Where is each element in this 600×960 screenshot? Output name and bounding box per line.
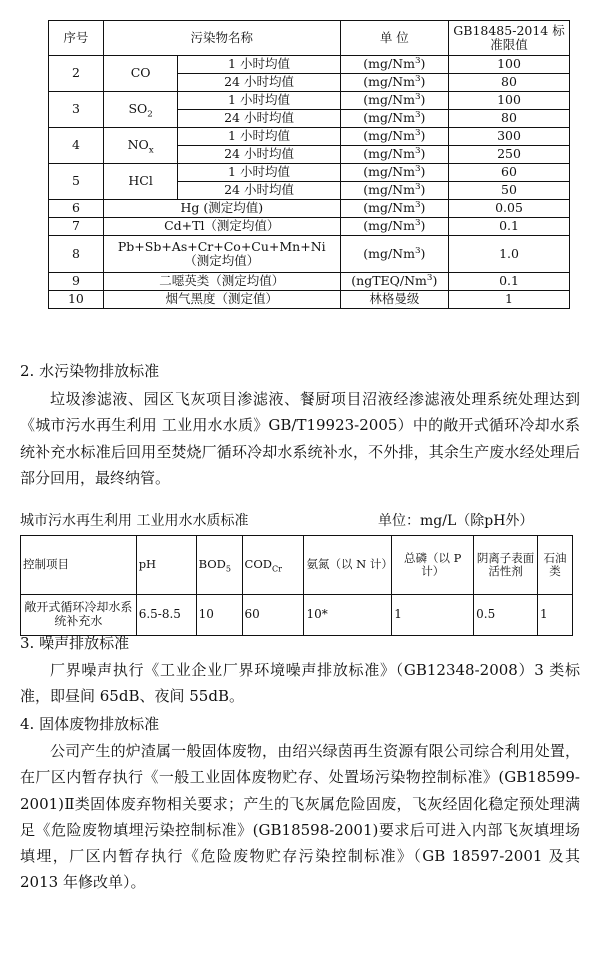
limit-value: 100 [449,92,570,110]
limit-value: 80 [449,74,570,92]
limit-value: 50 [449,182,570,200]
averaging-period: 1 小时均值 [178,164,340,182]
pollutant-name: $NO_x$ [103,128,178,164]
section-3-heading: 3. 噪声排放标准 [20,634,130,652]
row-number: 7 [49,218,104,236]
row-number: 4 [49,128,104,164]
water-quality-table [20,535,573,636]
table-header-row [21,536,573,595]
unit-cell: (mg/Nm$^3$) [340,164,448,182]
cell-control-item: 敞开式循环冷却水系统补充水 [21,595,137,636]
section-2-heading: 2. 水污染物排放标准 [20,362,160,380]
cell-petroleum: 1 [538,595,573,636]
limit-value: 250 [449,146,570,164]
unit-cell: (mg/Nm$^3$) [340,236,448,273]
unit-cell: (mg/Nm$^3$) [340,200,448,218]
header-codcr: $COD_{Cr}$ [242,536,304,595]
limit-value: 1.0 [449,236,570,273]
header-control-item: 控制项目 [21,536,137,595]
unit-cell: (ngTEQ/Nm$^3$) [340,273,448,291]
pollutant-name: Pb+Sb+As+Cr+Co+Cu+Mn+Ni（测定均值） [103,236,340,273]
table-row [49,291,570,309]
emission-limits-table [48,20,570,309]
row-number: 5 [49,164,104,200]
averaging-period: 1 小时均值 [178,56,340,74]
pollutant-name: CO [103,56,178,92]
limit-value: 0.1 [449,273,570,291]
cell-codcr: 60 [242,595,304,636]
section-4-paragraph: 公司产生的炉渣属一般固体废物，由绍兴绿茵再生资源有限公司综合利用处置，在厂区内暂存执行《一般工业固体废物贮存、处置场污染物控制标准》(GB18599-2001)Ⅱ类固体废弃物相关要求；产生的飞灰属危险固废，飞灰经固化稳定预处理满足《危险废物填埋污染控制标准》(GB18598-2001)要求后可进入内部飞灰填埋场填埋，厂区内暂存执行《危险废物贮存污染控制标准》（GB 18597-2001 及其 2013 年修改单）。 [20,742,580,892]
limit-value: 0.05 [449,200,570,218]
averaging-period: 24 小时均值 [178,146,340,164]
limit-value: 1 [449,291,570,309]
table-row [49,92,570,110]
water-table-unit: 单位：mg/L（除pH外） [378,513,534,529]
unit-cell: (mg/Nm$^3$) [340,182,448,200]
table-row [49,200,570,218]
pollutant-name: 二噁英类（测定均值） [103,273,340,291]
unit-cell: (mg/Nm$^3$) [340,56,448,74]
cell-surfactant: 0.5 [474,595,538,636]
unit-cell: (mg/Nm$^3$) [340,146,448,164]
unit-cell: (mg/Nm$^3$) [340,92,448,110]
header-pollutant: 污染物名称 [103,21,340,56]
header-no: 序号 [49,21,104,56]
row-number: 3 [49,92,104,128]
row-number: 2 [49,56,104,92]
header-limit: GB18485-2014 标准限值 [449,21,570,56]
table-row [49,218,570,236]
unit-cell: (mg/Nm$^3$) [340,110,448,128]
row-number: 8 [49,236,104,273]
section-3-paragraph: 厂界噪声执行《工业企业厂界环境噪声排放标准》（GB12348-2008）3 类标准，即昼间 65dB、夜间 55dB。 [20,661,580,706]
cell-ph: 6.5-8.5 [136,595,196,636]
cell-total-p: 1 [392,595,474,636]
row-number: 6 [49,200,104,218]
averaging-period: 1 小时均值 [178,128,340,146]
table-row [49,273,570,291]
unit-cell: (mg/Nm$^3$) [340,218,448,236]
pollutant-name: 烟气黑度（测定值） [103,291,340,309]
table-row [49,56,570,74]
header-ph: pH [136,536,196,595]
pollutant-name: $SO_2$ [103,92,178,128]
averaging-period: 24 小时均值 [178,182,340,200]
table-row [49,164,570,182]
unit-cell: 林格曼级 [340,291,448,309]
row-number: 10 [49,291,104,309]
limit-value: 0.1 [449,218,570,236]
unit-cell: (mg/Nm$^3$) [340,74,448,92]
unit-cell: (mg/Nm$^3$) [340,128,448,146]
pollutant-name: Hg (测定均值) [103,200,340,218]
pollutant-name: Cd+Tl（测定均值） [103,218,340,236]
header-total-p: 总磷（以 P 计） [392,536,474,595]
table-row [21,595,573,636]
averaging-period: 24 小时均值 [178,74,340,92]
table-row [49,236,570,273]
pollutant-name: HCl [103,164,178,200]
header-unit: 单 位 [340,21,448,56]
limit-value: 80 [449,110,570,128]
section-2-paragraph: 垃圾渗滤液、园区飞灰项目渗滤液、餐厨项目沼液经渗滤液处理系统处理达到《城市污水再生利用 工业用水水质》GB/T19923-2005）中的敞开式循环冷却水系统补充水标准后回用至焚烧厂循环冷却水系统补水，不外排，其余生产废水经处理后部分回用，最终纳管。 [20,390,580,487]
header-surfactant: 阴离子表面活性剂 [474,536,538,595]
row-number: 9 [49,273,104,291]
limit-value: 100 [449,56,570,74]
table-row [49,128,570,146]
table-header-row [49,21,570,56]
header-ammonia: 氨氮（以 N 计） [304,536,392,595]
section-4-heading: 4. 固体废物排放标准 [20,715,160,733]
water-table-caption [20,510,580,530]
averaging-period: 1 小时均值 [178,92,340,110]
limit-value: 300 [449,128,570,146]
header-petroleum: 石油类 [538,536,573,595]
averaging-period: 24 小时均值 [178,110,340,128]
header-bod5: $BOD_5$ [196,536,242,595]
cell-ammonia: 10* [304,595,392,636]
cell-bod5: 10 [196,595,242,636]
water-table-title: 城市污水再生利用 工业用水水质标准 [20,513,249,529]
limit-value: 60 [449,164,570,182]
